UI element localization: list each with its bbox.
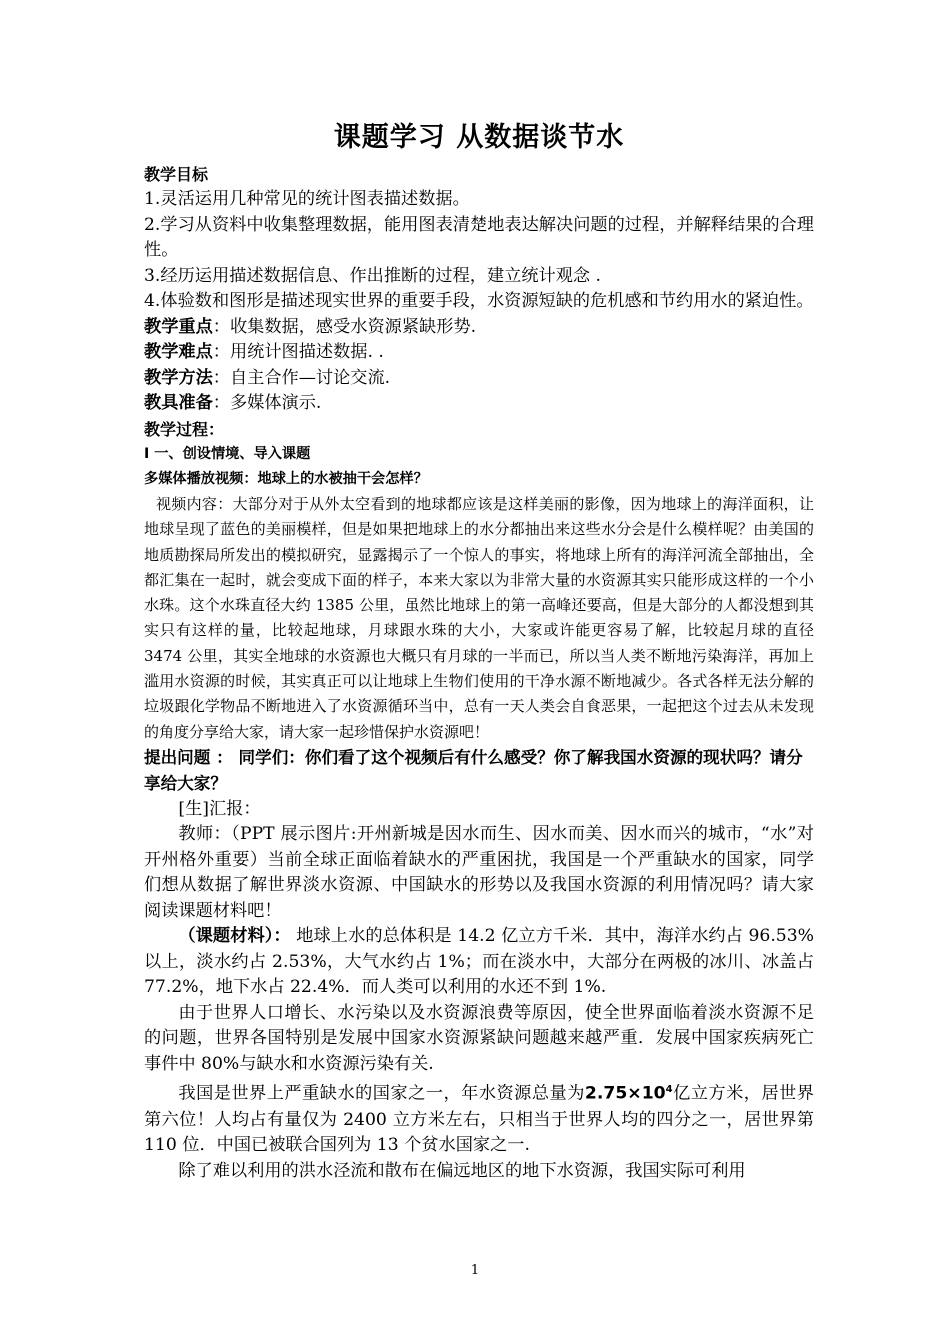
process-heading: 教学过程： xyxy=(144,419,225,439)
video-heading: 多媒体播放视频：地球上的水被抽干会怎样？ xyxy=(144,470,428,487)
objective-item: 1.灵活运用几种常见的统计图表描述数据。 xyxy=(144,189,470,209)
document-page xyxy=(144,118,814,1184)
objective-item: 2.学习从资料中收集整理数据，能用图表清楚地表达解决问题的过程，并解释结果的合理性。 xyxy=(144,214,814,260)
key-point: 教学重点：收集数据，感受水资源紧缺形势. xyxy=(144,316,477,337)
key-point: 教学难点：用统计图描述数据. . xyxy=(144,342,384,362)
section-heading: Ⅰ 一、创设情境、导入课题 xyxy=(144,445,311,462)
objective-item: 4.体验数和图形是描述现实世界的重要手段，水资源短缺的危机感和节约用水的紧迫性。 xyxy=(144,291,814,311)
video-content: 视频内容：大部分对于从外太空看到的地球都应该是这样美丽的影像，因为地球上的海洋面积，让地球呈现了蓝色的美丽模样，但是如果把地球上的水分都抽出来这些水分会是什么模样呢？由美国的地质勘探局所发出的模拟研究，显露揭示了一个惊人的事实，将地球上所有的海洋河流全部抽出，全都汇集在一起时，就会变成下面的样子，本来大家以为非常大量的水资源其实只能形成这样的一个小水珠。这个水珠直径大约 1385 公里，虽然比地球上的第一高峰还要高，但是大部分的人都没想到其实只有这样的量，比较起地球，月球跟水珠的大小，大家或许能更容易了解，比较起月球的直径 3474 公里，其实全地球的水资源也大概只有月球的一半而已，所以当人类不断地污染海洋，再加上滥用水资源的时候，其实真正可以让地球上生物们使用的干净水源不断地减少。各式各样无法分解的垃圾跟化学物品不断地进入了水资源循环当中，总有一天人类会自食恶果，一起把这个过去从未发现的角度分享给大家，请大家一起珍惜保护水资源吧！ xyxy=(144,494,814,741)
china-water-paragraph: 我国是世界上严重缺水的国家之一，年水资源总量为$2.75\times 10^4$亿立方米，居世界第六位！人均占有量仅为 2400 立方米左右，只相当于世界人均的四分之一，居世界第 110 位．中国已被联合国列为 13 个贫水国家之一. xyxy=(144,1084,814,1156)
key-point: 教具准备：多媒体演示. xyxy=(144,393,322,413)
world-water-paragraph: 由于世界人口增长、水污染以及水资源浪费等原因，使全世界面临着淡水资源不足的问题，世界各国特别是发展中国家水资源紧缺问题越来越严重．发展中国家疾病死亡事件中 80%与缺水和水资源污染有关. xyxy=(144,1002,814,1074)
question: 提出问题 ： 同学们：你们看了这个视频后有什么感受？你了解我国水资源的现状吗？请分享给大家？ xyxy=(144,747,803,793)
teacher-paragraph: 教师：（PPT 展示图片:开州新城是因水而生、因水而美、因水而兴的城市，“水”对开州格外重要）当前全球正面临着缺水的严重困扰，我国是一个严重缺水的国家，同学们想从数据了解世界淡水资源、中国缺水的形势以及我国水资源的利用情况吗？请大家阅读课题材料吧！ xyxy=(144,824,814,921)
objective-item: 3.经历运用描述数据信息、作出推断的过程，建立统计观念 . xyxy=(144,265,602,286)
key-point: 教学方法：自主合作—讨论交流. xyxy=(144,367,391,388)
page-number: 1 xyxy=(470,1263,480,1278)
material-paragraph: （课题材料）： 地球上水的总体积是 14.2 亿立方千米．其中，海洋水约占 96.53%以上，淡水约占 2.53%，大气水约占 1%；而在淡水中，大部分在两极的冰川、冰盖占 77.2%，地下水占 22.4%．而人类可以利用的水还不到 1%. xyxy=(144,926,814,998)
page-title: 课题学习 从数据谈节水 xyxy=(333,122,625,153)
last-paragraph: 除了难以利用的洪水泾流和散布在偏远地区的地下水资源，我国实际可利用 xyxy=(178,1160,746,1181)
student-report: [生]汇报： xyxy=(178,798,261,819)
objectives-heading: 教学目标 xyxy=(144,165,209,184)
